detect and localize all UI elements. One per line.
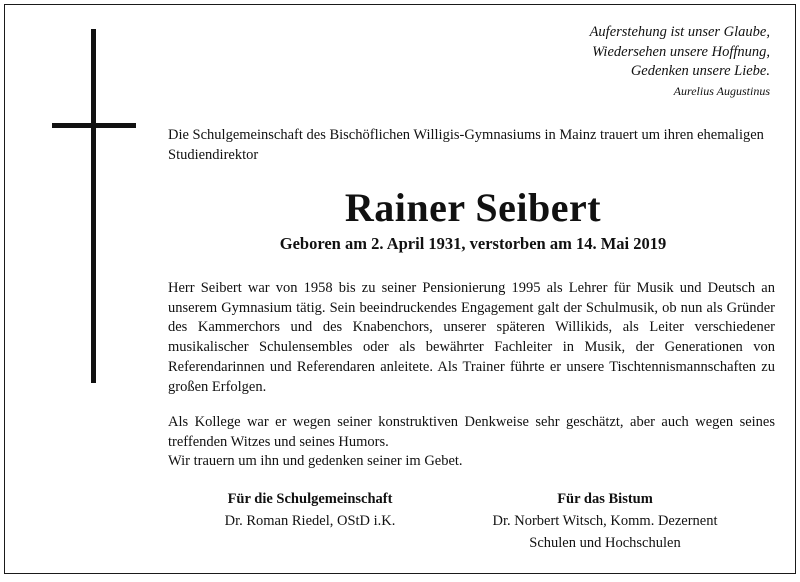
- signature-heading: Für die Schulgemeinschaft: [227, 491, 393, 507]
- quote-line: Auferstehung ist unser Glaube,: [589, 24, 770, 40]
- signature-role: Schulen und Hochschulen: [529, 535, 681, 551]
- signature-name: Dr. Roman Riedel, OStD i.K.: [224, 513, 396, 529]
- quote-line: Wiedersehen unsere Hoffnung,: [592, 43, 770, 60]
- cross-horizontal-bar: [52, 123, 136, 128]
- signature-heading: Für das Bistum: [557, 491, 653, 507]
- signature-school: [180, 488, 440, 532]
- epitaph-quote: [590, 23, 770, 100]
- tribute-paragraph: [168, 413, 775, 472]
- intro-text: Die Schulgemeinschaft des Bischöflichen Willigis-Gymnasiums in Mainz trauert um ihren ehemaligen Studiendirektor: [168, 127, 764, 163]
- tribute-line: Als Kollege war er wegen seiner konstruktiven Denkweise sehr geschätzt, aber auch wegen seines treffenden Witzes und seines Humors.: [168, 414, 775, 450]
- life-dates: Geboren am 2. April 1931, verstorben am 14. Mai 2019: [279, 234, 667, 253]
- cross-vertical-bar: [91, 29, 96, 383]
- signature-diocese: [445, 488, 765, 554]
- tribute-line: Wir trauern um ihn und gedenken seiner im Gebet.: [168, 453, 463, 470]
- biography-paragraph: Herr Seibert war von 1958 bis zu seiner Pensionierung 1995 als Lehrer für Musik und Deutsch an unserem Gymnasium tätig. Sein beeindruckendes Engagement galt der Schulmusik, ob nun als Gründer des Kammerchors und des Knabenchors, unserer späteren Willikids, als Leiter verschiedener musikalischer Schulensembles oder als bewährter Fachleiter in Musik, der Generationen von Referendarinnen und Referendaren anleitete. Als Trainer führte er unsere Tischtennismannschaften zu großen Erfolgen.: [168, 280, 775, 395]
- quote-author: Aurelius Augustinus: [673, 83, 770, 98]
- signature-name: Dr. Norbert Witsch, Komm. Dezernent: [492, 513, 718, 529]
- deceased-name: Rainer Seibert: [344, 185, 602, 230]
- obituary-notice: [4, 4, 796, 574]
- quote-line: Gedenken unsere Liebe.: [630, 63, 770, 79]
